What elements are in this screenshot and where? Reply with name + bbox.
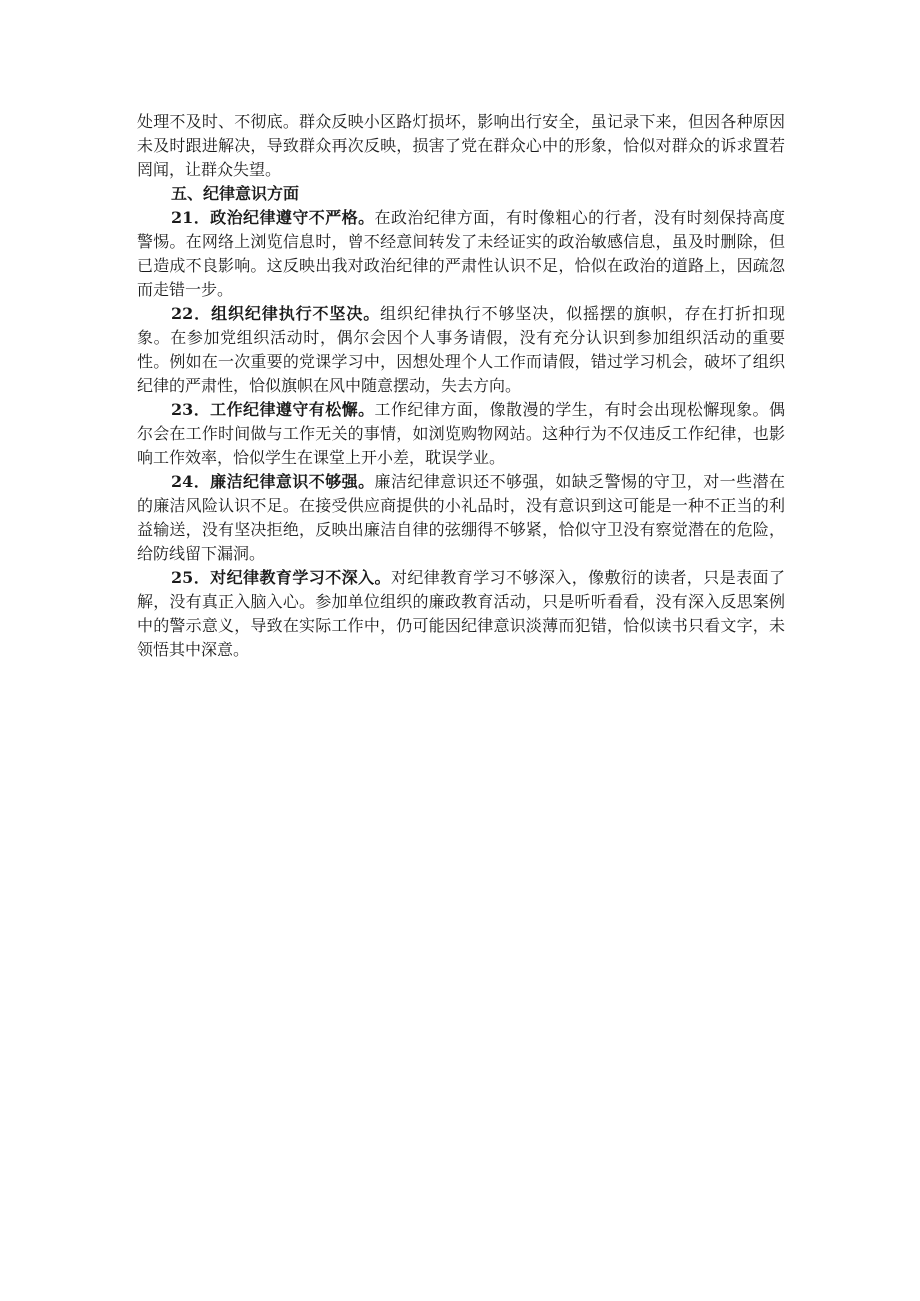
list-item xyxy=(137,206,785,302)
item-title: 21．政治纪律遵守不严格。 xyxy=(171,208,375,227)
item-title: 22．组织纪律执行不坚决。 xyxy=(171,304,381,323)
item-body: 组织纪律执行不够坚决，似摇摆的旗帜，存在打折扣现象。在参加党组织活动时，偶尔会因个人事务请假，没有充分认识到参加组织活动的重要性。例如在一次重要的党课学习中，因想处理个人工作而请假，错过学习机会，破坏了组织纪律的严肃性，恰似旗帜在风中随意摆动，失去方向。 xyxy=(137,304,785,395)
item-title: 24．廉洁纪律意识不够强。 xyxy=(171,472,375,491)
item-body: 廉洁纪律意识还不够强，如缺乏警惕的守卫，对一些潜在的廉洁风险认识不足。在接受供应商提供的小礼品时，没有意识到这可能是一种不正当的利益输送，没有坚决拒绝，反映出廉洁自律的弦绷得不够紧，恰似守卫没有察觉潜在的危险，给防线留下漏洞。 xyxy=(137,472,785,563)
list-item xyxy=(137,398,785,470)
list-item xyxy=(137,470,785,566)
list-item xyxy=(137,566,785,662)
document-page xyxy=(137,110,785,662)
item-body: 工作纪律方面，像散漫的学生，有时会出现松懈现象。偶尔会在工作时间做与工作无关的事情，如浏览购物网站。这种行为不仅违反工作纪律，也影响工作效率，恰似学生在课堂上开小差，耽误学业。 xyxy=(137,400,785,467)
item-title: 25．对纪律教育学习不深入。 xyxy=(171,568,391,587)
list-item xyxy=(137,302,785,398)
item-body: 对纪律教育学习不够深入，像敷衍的读者，只是表面了解，没有真正入脑入心。参加单位组织的廉政教育活动，只是听听看看，没有深入反思案例中的警示意义，导致在实际工作中，仍可能因纪律意识淡薄而犯错，恰似读书只看文字，未领悟其中深意。 xyxy=(137,568,785,659)
section-heading: 五、纪律意识方面 xyxy=(171,184,300,203)
intro-paragraph: 处理不及时、不彻底。群众反映小区路灯损坏，影响出行安全，虽记录下来，但因各种原因未及时跟进解决，导致群众再次反映，损害了党在群众心中的形象，恰似对群众的诉求置若罔闻，让群众失望。 xyxy=(137,112,785,179)
item-title: 23．工作纪律遵守有松懈。 xyxy=(171,400,375,419)
item-body: 在政治纪律方面，有时像粗心的行者，没有时刻保持高度警惕。在网络上浏览信息时，曾不经意间转发了未经证实的政治敏感信息，虽及时删除，但已造成不良影响。这反映出我对政治纪律的严肃性认识不足，恰似在政治的道路上，因疏忽而走错一步。 xyxy=(137,208,785,299)
